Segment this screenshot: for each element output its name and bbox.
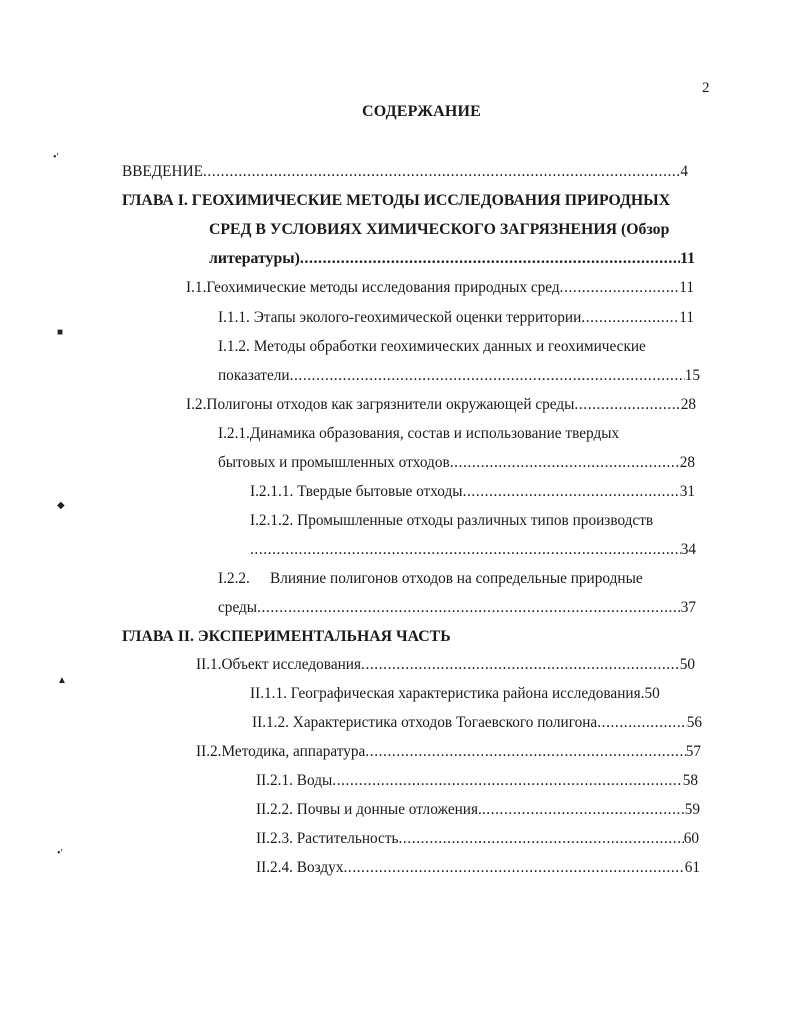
toc-entry-text: показатели [218, 367, 290, 384]
toc-entry-text: Методика, аппаратура [221, 743, 366, 760]
toc-entry-section-1-1-1[interactable] [218, 306, 694, 330]
toc-entry-text: ГЛАВА I. ГЕОХИМИЧЕСКИЕ МЕТОДЫ ИССЛЕДОВАНИЯ ПРИРОДНЫХ [122, 192, 671, 209]
toc-page-number: 57 [685, 743, 701, 760]
toc-entry-text: II.2.3. Растительность [256, 830, 399, 847]
toc-entry-text: бытовых и промышленных отходов [218, 454, 450, 471]
toc-page-number: 11 [679, 309, 694, 326]
page-number: 2 [702, 80, 710, 96]
toc-entry-text: I.1.2. Методы обработки геохимических данных и геохимические [218, 338, 646, 355]
scan-mark: ▲ [57, 675, 67, 686]
leader-dots [361, 653, 680, 677]
toc-entry-section-1-2-1-2[interactable] [250, 509, 700, 533]
toc-section-number: II.1. [196, 656, 222, 673]
toc-entry-chapter-1-cont [209, 218, 709, 242]
leader-dots [203, 160, 680, 184]
toc-page-number: 60 [683, 830, 699, 847]
toc-entry-section-1-2-1[interactable] [218, 422, 694, 446]
toc-entry-text: I.2.1.2. Промышленные отходы различных типов производств [250, 512, 654, 529]
leader-dots [250, 538, 681, 562]
toc-page-number: 4 [680, 163, 688, 180]
toc-entry-text: I.2.1.1. Твердые бытовые отходы [250, 483, 463, 500]
toc-entry-text: ВВЕДЕНИЕ [122, 163, 203, 180]
toc-entry-chapter-1[interactable] [122, 189, 722, 213]
toc-entry-section-2-2-4[interactable] [256, 856, 700, 880]
leader-dots [257, 596, 681, 620]
toc-entry-text: II.1.2. Характеристика отходов Тогаевского полигона [252, 714, 598, 731]
leader-dots [560, 276, 680, 300]
toc-entry-section-1-2-2-cont [218, 596, 696, 620]
toc-entry-section-2-2-2[interactable] [256, 798, 700, 822]
toc-page-number: 37 [680, 599, 696, 616]
toc-page-number: 11 [680, 250, 695, 267]
leader-dots [365, 740, 685, 764]
toc-page-number: 59 [684, 801, 700, 818]
leader-dots [399, 827, 684, 851]
toc-entry-text: среды [218, 599, 258, 616]
leader-dots [581, 306, 679, 330]
toc-page-number: 11 [679, 279, 694, 296]
toc-entry-text: I.2.1.Динамика образования, состав и использование твердых [218, 425, 620, 442]
toc-entry-text: ГЛАВА II. ЭКСПЕРИМЕНТАЛЬНАЯ ЧАСТЬ [122, 628, 451, 645]
toc-entry-section-1-1-2-cont [218, 364, 700, 388]
page-title: СОДЕРЖАНИЕ [361, 103, 482, 120]
toc-page-number: 31 [679, 483, 695, 500]
leader-dots [463, 480, 680, 504]
toc-entry-section-1-2-1-cont [218, 451, 695, 475]
toc-entry-chapter-2[interactable] [122, 625, 622, 649]
toc-entry-section-1-1[interactable] [186, 276, 694, 300]
toc-page-number: 34 [680, 541, 696, 558]
toc-entry-section-2-1[interactable] [196, 653, 695, 677]
toc-page-number: 15 [684, 367, 700, 384]
toc-entry-section-2-2-1[interactable] [256, 769, 698, 793]
toc-entry-section-2-2-3[interactable] [256, 827, 699, 851]
toc-entry-section-1-2-1-1[interactable] [250, 480, 695, 504]
scan-mark: ◆ [57, 500, 65, 511]
toc-entry-text: II.2.2. Почвы и донные отложения. [256, 801, 482, 818]
toc-page-number: 61 [684, 859, 700, 876]
toc-entry-text: литературы) [209, 250, 300, 267]
toc-entry-section-2-1-2[interactable] [252, 711, 702, 735]
toc-entry-section-2-2[interactable] [196, 740, 701, 764]
toc-entry-text: Геохимические методы исследования природных сред [206, 279, 560, 296]
toc-entry-text: I.2.Полигоны отходов как загрязнители окружающей среды [186, 396, 575, 413]
leader-dots [482, 798, 685, 822]
toc-entry-text: Влияние полигонов отходов на сопредельные природные [270, 570, 643, 587]
leader-dots [300, 247, 680, 271]
scan-mark: ■ [57, 327, 64, 338]
leader-dots [343, 856, 684, 880]
toc-entry-section-1-2-2[interactable] [218, 567, 694, 591]
toc-page-number: 56 [686, 714, 702, 731]
toc-entry-text: Объект исследования [221, 656, 362, 673]
toc-entry-text: II.2.1. Воды [256, 772, 333, 789]
toc-entry-introduction[interactable] [122, 160, 688, 184]
toc-entry-section-1-1-2[interactable] [218, 335, 694, 359]
toc-section-number: I.1. [186, 279, 207, 296]
toc-section-number: I.2.2. [218, 570, 250, 587]
leader-dots [450, 451, 680, 475]
toc-entry-text: СРЕД В УСЛОВИЯХ ХИМИЧЕСКОГО ЗАГРЯЗНЕНИЯ (Обзор [209, 221, 670, 238]
toc-entry-text: I.1.1. Этапы эколого-геохимической оценки территории [218, 309, 582, 326]
toc-entry-text: II.2.4. Воздух [256, 859, 344, 876]
scan-mark: •′ [57, 848, 63, 859]
toc-entry-section-1-2-1-2-cont [250, 538, 696, 562]
scan-mark: •′ [53, 152, 59, 163]
toc-entry-chapter-1-end [209, 247, 695, 271]
toc-page-number: 58 [682, 772, 698, 789]
leader-dots [597, 711, 686, 735]
leader-dots [574, 393, 680, 417]
leader-dots [290, 364, 685, 388]
toc-entry-section-1-2[interactable] [186, 393, 696, 417]
toc-entry-text: II.1.1. Географическая характеристика района исследования. [250, 685, 645, 702]
toc-page-number: 28 [679, 454, 695, 471]
toc-page-number: 50 [644, 685, 660, 702]
leader-dots [332, 769, 682, 793]
toc-entry-section-2-1-1[interactable] [250, 682, 702, 706]
toc-page-number: 28 [680, 396, 696, 413]
toc-section-number: II.2. [196, 743, 222, 760]
toc-page-number: 50 [679, 656, 695, 673]
